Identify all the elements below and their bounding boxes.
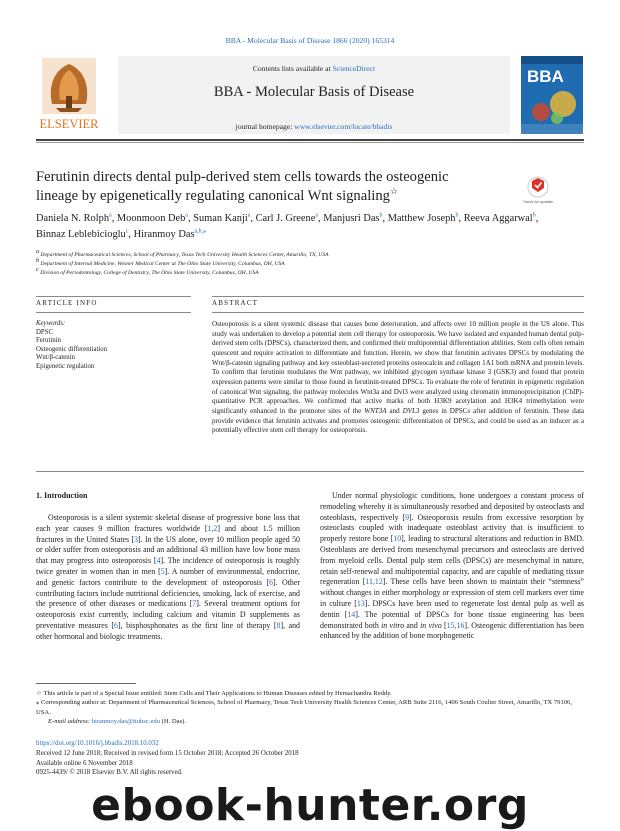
reference-link[interactable]: 7 — [192, 599, 197, 609]
abstract-heading: ABSTRACT — [212, 299, 259, 307]
check-for-updates-badge[interactable] — [523, 175, 553, 209]
affiliation-text: Department of Internal Medicine, Wexner Medical Center at The Ohio State University, Columbus, OH, USA — [40, 261, 285, 267]
author-name[interactable]: Daniela N. Rolph — [36, 213, 110, 224]
journal-citation[interactable]: BBA - Molecular Basis of Disease 1866 (2020) 165314 — [225, 36, 395, 45]
author-affiliation-mark[interactable]: b — [379, 212, 383, 219]
journal-cover-image[interactable] — [521, 56, 583, 134]
sciencedirect-link[interactable]: ScienceDirect — [332, 64, 376, 73]
article-info-heading: ARTICLE INFO — [36, 299, 98, 307]
intro-right-column — [320, 491, 584, 642]
footnote-rule — [36, 683, 136, 684]
article-info-rule-lower — [36, 312, 191, 313]
reference-link[interactable]: 8 — [276, 620, 281, 630]
author-affiliation-mark[interactable]: b — [532, 212, 536, 219]
journal-title: BBA - Molecular Basis of Disease — [213, 84, 415, 100]
email-suffix: (H. Das). — [161, 718, 187, 726]
abstract-and: and — [389, 406, 400, 415]
header-rule-thin — [36, 142, 584, 143]
abstract-rule-lower — [212, 312, 584, 313]
keyword-item: DPSC — [36, 328, 54, 336]
watermark: ebook-hunter.org — [91, 780, 529, 831]
affiliation-line — [36, 251, 576, 260]
elsevier-wordmark: ELSEVIER — [39, 117, 99, 131]
author-name[interactable]: Manjusri Das — [323, 213, 380, 224]
author-name[interactable]: Suman Kanji — [193, 213, 248, 224]
footnote-special-issue — [36, 689, 584, 698]
keywords-block — [36, 320, 191, 372]
footnotes — [36, 689, 584, 727]
body-text: ], and other hormonal and biologic treatments. — [36, 620, 300, 641]
author-name[interactable]: Hiranmoy Das — [133, 229, 195, 240]
body-text: ]. The potential of DPSCs for bone tissue engineering has been demonstrated both — [320, 609, 584, 630]
italic-term: in vivo — [420, 620, 442, 630]
introduction-heading: 1. Introduction — [36, 491, 88, 500]
body-text: ]. In the US alone, over 10 million people aged 50 or older suffer from osteoporosis and an additional 43 million have low bone mass that may progress into osteoporosis [ — [36, 534, 300, 566]
available-online: Available online 6 November 2018 — [36, 759, 133, 767]
reference-link[interactable]: 6 — [114, 620, 118, 630]
author-affiliation-mark[interactable]: a — [185, 212, 188, 219]
footnote-corr-text: Corresponding author at: Department of Pharmaceutical Sciences, School of Pharmacy, Texas Tech University Health Sciences Center, ARB Suite 2116, 1406 South Coulter Street, Amarillo, TX 79106, USA. — [36, 699, 572, 716]
gene-dvl3: DVL3 — [402, 406, 420, 415]
reference-link[interactable]: 3 — [134, 534, 139, 544]
italic-term: in vitro — [381, 620, 405, 630]
author-name[interactable]: Matthew Joseph — [387, 213, 456, 224]
author-affiliation-mark[interactable]: a — [247, 212, 251, 219]
body-text: ]. DPSCs have been used to regenerate lost dental pulp as well as dentin [ — [320, 598, 585, 619]
reference-link[interactable]: 4 — [156, 556, 161, 566]
homepage-prefix: journal homepage: — [235, 122, 293, 131]
article-title — [36, 168, 484, 206]
email-label: E-mail address: — [48, 718, 91, 726]
reference-link[interactable]: 14 — [347, 609, 356, 619]
check-updates-label: Check for updates — [523, 199, 553, 204]
author-affiliation-mark[interactable]: b — [455, 212, 459, 219]
keyword-item: Epigenetic regulation — [36, 362, 95, 370]
reference-link[interactable]: 10 — [393, 534, 402, 544]
article-info-rule — [36, 296, 191, 297]
footnote-email — [36, 717, 584, 726]
author-affiliation-mark[interactable]: c — [125, 228, 129, 235]
keywords-label: Keywords: — [36, 320, 66, 327]
journal-homepage-link[interactable]: www.elsevier.com/locate/bbadis — [294, 122, 393, 131]
body-text: ]. Several treatment options for osteoporosis exist currently, including calcium and vitamin D supplements as preventative measures [ — [36, 599, 300, 630]
body-text: ], bisphosphonates as the first line of therapy [ — [117, 620, 277, 630]
body-text: ]. A number of environmental, endocrine, and genetic factors contribute to the development of osteoporosis [ — [36, 566, 300, 587]
affiliation-text: Division of Periodontology, College of Dentistry, The Ohio State University, Columbus, OH, USA — [40, 270, 259, 276]
reference-link[interactable]: 13 — [356, 598, 365, 608]
copyright-line: 0925-4439/ © 2018 Elsevier B.V. All rights reserved. — [36, 769, 183, 777]
title-footnote-mark[interactable]: ☆ — [389, 186, 398, 197]
affiliation-line — [36, 269, 576, 278]
body-text: ] and about 1.5 million fractures in the United States [ — [36, 523, 300, 544]
reference-link[interactable]: 6 — [269, 577, 273, 587]
body-text: ]. These cells have been shown to maintain their “stemness” without changes in either morphology or expression of stem cell markers over time in culture [ — [320, 577, 584, 608]
reference-link[interactable]: 9 — [405, 512, 410, 522]
reference-link[interactable]: 15,16 — [446, 620, 465, 630]
affiliation-text: Department of Pharmaceutical Sciences, School of Pharmacy, Texas Tech University Health Sciences Center, Amarillo, TX, USA — [40, 252, 329, 258]
footnote-star-text: This article is part of a Special Issue entitled: Stem Cells and Their Applications to Human Diseases edited by Hemachandra Reddy. — [43, 690, 392, 697]
reference-link[interactable]: 5 — [160, 566, 165, 576]
footnote-star-mark: ☆ — [36, 690, 42, 697]
gene-wnt3a: WNT3A — [364, 406, 387, 415]
keyword-item: Ferutinin — [36, 337, 61, 345]
body-text: ]. Other contributing factors include nutritional deficiencies, smoking, lack of exercise, and the presence of other diseases or medications [ — [36, 577, 300, 609]
reference-link[interactable]: 11,12 — [365, 577, 383, 587]
body-text: ]. Osteogenic differentiation has been enhanced by the addition of bone morphogenetic — [320, 620, 584, 641]
footnote-corresponding — [36, 698, 584, 717]
author-list: Daniela N. Rolph$^a$, Moonmoon Deb$^a$, Suman Kanji$^a$, Carl J. Greene$^a$, Manjusri Das$^b$, Matthew Joseph$^b$, Reeva Aggarwal$^b$, Binnaz Leblebicioglu$^c$, Hiranmoy Das$^{a,b,⁎}$ — [36, 212, 539, 240]
contents-line — [118, 64, 510, 73]
affiliation-mark: a — [36, 249, 39, 256]
abstract-bottom-rule — [36, 471, 584, 472]
body-text: ]. Osteoporosis results from excessive resorption by osteoclasts coupled with inadequate osteoblast activity that is insufficient to properly restore bone [ — [320, 512, 585, 544]
email-link[interactable]: hiranmoy.das@ttuhsc.edu — [91, 718, 160, 726]
publication-dates — [36, 749, 584, 778]
abstract-part-1: Osteoporosis is a silent systemic disease that causes bone deterioration, and affects over 10 million people in the US alone. This study was undertaken to develop a potential stem cell therapy for osteoporosis. We have isolated and expanded human dental pulp-derived stem cells (DPSCs), characterized them, and confirmed their multipotential differentiation abilities. Stem cells often remain quiescent and require activation to differentiate and function. Herein, we show that ferutinin activates DPSCs by modulating the Wnt/β-catenin signaling pathway and key osteoblast-secreted proteins osteocalcin and collagen 1A1 both mRNA and protein levels. To confirm that ferutinin modulates the Wnt pathway, we inhibited glycogen synthase kinase 3 (GSK3) and found that protein expression patterns were similar to those found in ferutinin-treated DPSCs. To evaluate the role of ferutinin in epigenetic regulation of canonical Wnt signaling, the pathway molecules Wnt3a and Dvl3 were analyzed using chromatin immunoprecipitation (ChIP)-quantitative PCR approaches. We confirmed that active marks of both H3K9 acetylation and H3K4 trimethylation were significantly enhanced in the promoter sites of the — [212, 320, 584, 415]
abstract-rule-top — [212, 296, 584, 297]
author-name[interactable]: Binnaz Leblebicioglu — [36, 229, 126, 240]
keyword-item: Osteogenic differentiation — [36, 345, 108, 353]
received-dates: Received 12 June 2018; Received in revised form 15 October 2018; Accepted 26 October 2018 — [36, 750, 299, 757]
body-text: [ — [441, 620, 447, 630]
cover-title: BBA — [527, 67, 564, 86]
intro-left-column — [36, 513, 300, 643]
author-affiliation-mark[interactable]: a — [315, 212, 318, 219]
affiliation-mark: b — [36, 258, 39, 265]
footnote-corr-mark: ⁎ — [36, 699, 40, 707]
abstract-part-2: genes in DPSCs after addition of ferutinin. These data provide evidence that ferutinin activates and promotes osteogenic differentiation of DPSCs, and could be used as an inducer as a potentially effective stem cell therapy for osteoporosis. — [212, 406, 585, 435]
article-title-text: Ferutinin directs dental pulp-derived stem cells towards the osteogenic lineage by epigenetically regulating canonical Wnt signaling — [36, 169, 449, 204]
body-text: and — [404, 620, 421, 630]
body-text: Under normal physiologic conditions, bone undergoes a constant process of remodeling whereby it is simultaneously resorbed and deposited by osteoclasts and osteoblasts, respectively [ — [320, 491, 584, 522]
doi-link[interactable]: https://doi.org/10.1016/j.bbadis.2018.10.032 — [36, 740, 159, 747]
body-text: ], leading to structural alterations and reduction in BMD. Osteoblasts are derived from mesenchymal precursors and osteoclasts are derived from myeloid cells. Dental pulp stem cells (DPSCs) are mesenchymal in nature, retain self-renewal and multipotential capacity, and are capable of mediating tissue regeneration [ — [320, 534, 584, 587]
author-affiliation-mark[interactable]: a,b,⁎ — [194, 228, 207, 235]
reference-link[interactable]: 1,2 — [207, 523, 218, 533]
body-text: ]. The incidence of osteoporosis is roughly twice greater in women than in men [ — [36, 556, 300, 576]
keyword-item: Wnt/β-catenin — [36, 354, 75, 362]
body-text: Osteoporosis is a silent systemic skeletal disease of progressive bone loss that each year causes 9 million fractures worldwide [ — [36, 513, 300, 533]
affiliation-line — [36, 260, 576, 269]
contents-prefix: Contents lists available at — [252, 64, 331, 73]
abstract-text — [212, 320, 584, 436]
affiliation-mark: c — [36, 267, 39, 274]
elsevier-logo — [36, 56, 102, 134]
author-name[interactable]: Moonmoon Deb — [116, 213, 186, 224]
author-name[interactable]: Carl J. Greene — [255, 213, 316, 224]
author-name[interactable]: Reeva Aggarwal — [463, 213, 533, 224]
author-affiliation-mark[interactable]: a — [109, 212, 112, 219]
affiliations — [36, 251, 576, 278]
journal-homepage-line — [118, 122, 510, 131]
